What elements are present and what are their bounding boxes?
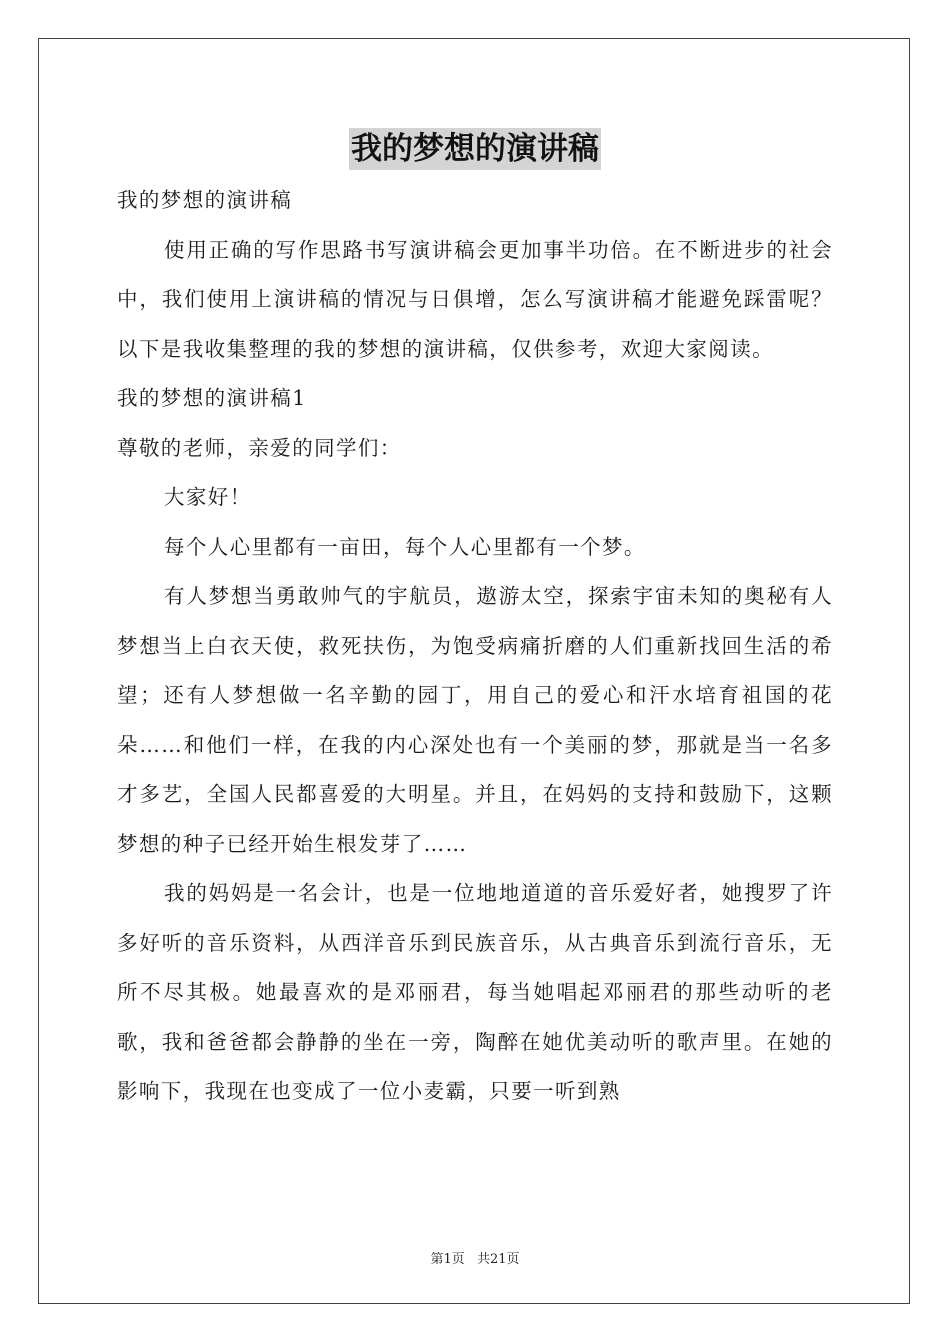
title-container <box>0 128 950 170</box>
page-total: 共21页 <box>476 1252 520 1267</box>
body-paragraph: 我的妈妈是一名会计，也是一位地地道道的音乐爱好者，她搜罗了许多好听的音乐资料，从西洋音乐到民族音乐，从古典音乐到流行音乐，无所不尽其极。她最喜欢的是邓丽君，每当她唱起邓丽君的那些动听的老歌，我和爸爸都会静静的坐在一旁，陶醉在她优美动听的歌声里。在她的影响下，我现在也变成了一位小麦霸，只要一听到熟 <box>117 881 833 1103</box>
section-heading: 我的梦想的演讲稿1 <box>117 386 307 410</box>
body-paragraph: 每个人心里都有一亩田，每个人心里都有一个梦。 <box>164 534 646 559</box>
page-number: 第1页 <box>430 1252 465 1267</box>
body-paragraph: 有人梦想当勇敢帅气的宇航员，遨游太空，探索宇宙未知的奥秘有人梦想当上白衣天使，救死扶伤，为饱受病痛折磨的人们重新找回生活的希望；还有人梦想做一名辛勤的园丁，用自己的爱心和汗水培育祖国的花朵……和他们一样，在我的内心深处也有一个美丽的梦，那就是当一名多才多艺，全国人民都喜爱的大明星。并且，在妈妈的支持和鼓励下，这颗梦想的种子已经开始生根发芽了…… <box>117 584 833 856</box>
subtitle-line: 我的梦想的演讲稿 <box>117 188 293 212</box>
document-title: 我的梦想的演讲稿 <box>349 128 601 170</box>
greeting: 大家好！ <box>164 485 252 509</box>
document-body <box>117 176 833 1117</box>
salutation: 尊敬的老师，亲爱的同学们： <box>117 435 402 460</box>
intro-paragraph: 使用正确的写作思路书写演讲稿会更加事半功倍。在不断进步的社会中，我们使用上演讲稿的情况与日俱增，怎么写演讲稿才能避免踩雷呢？以下是我收集整理的我的梦想的演讲稿，仅供参考，欢迎大家阅读。 <box>117 237 833 361</box>
page-footer <box>0 1248 950 1267</box>
